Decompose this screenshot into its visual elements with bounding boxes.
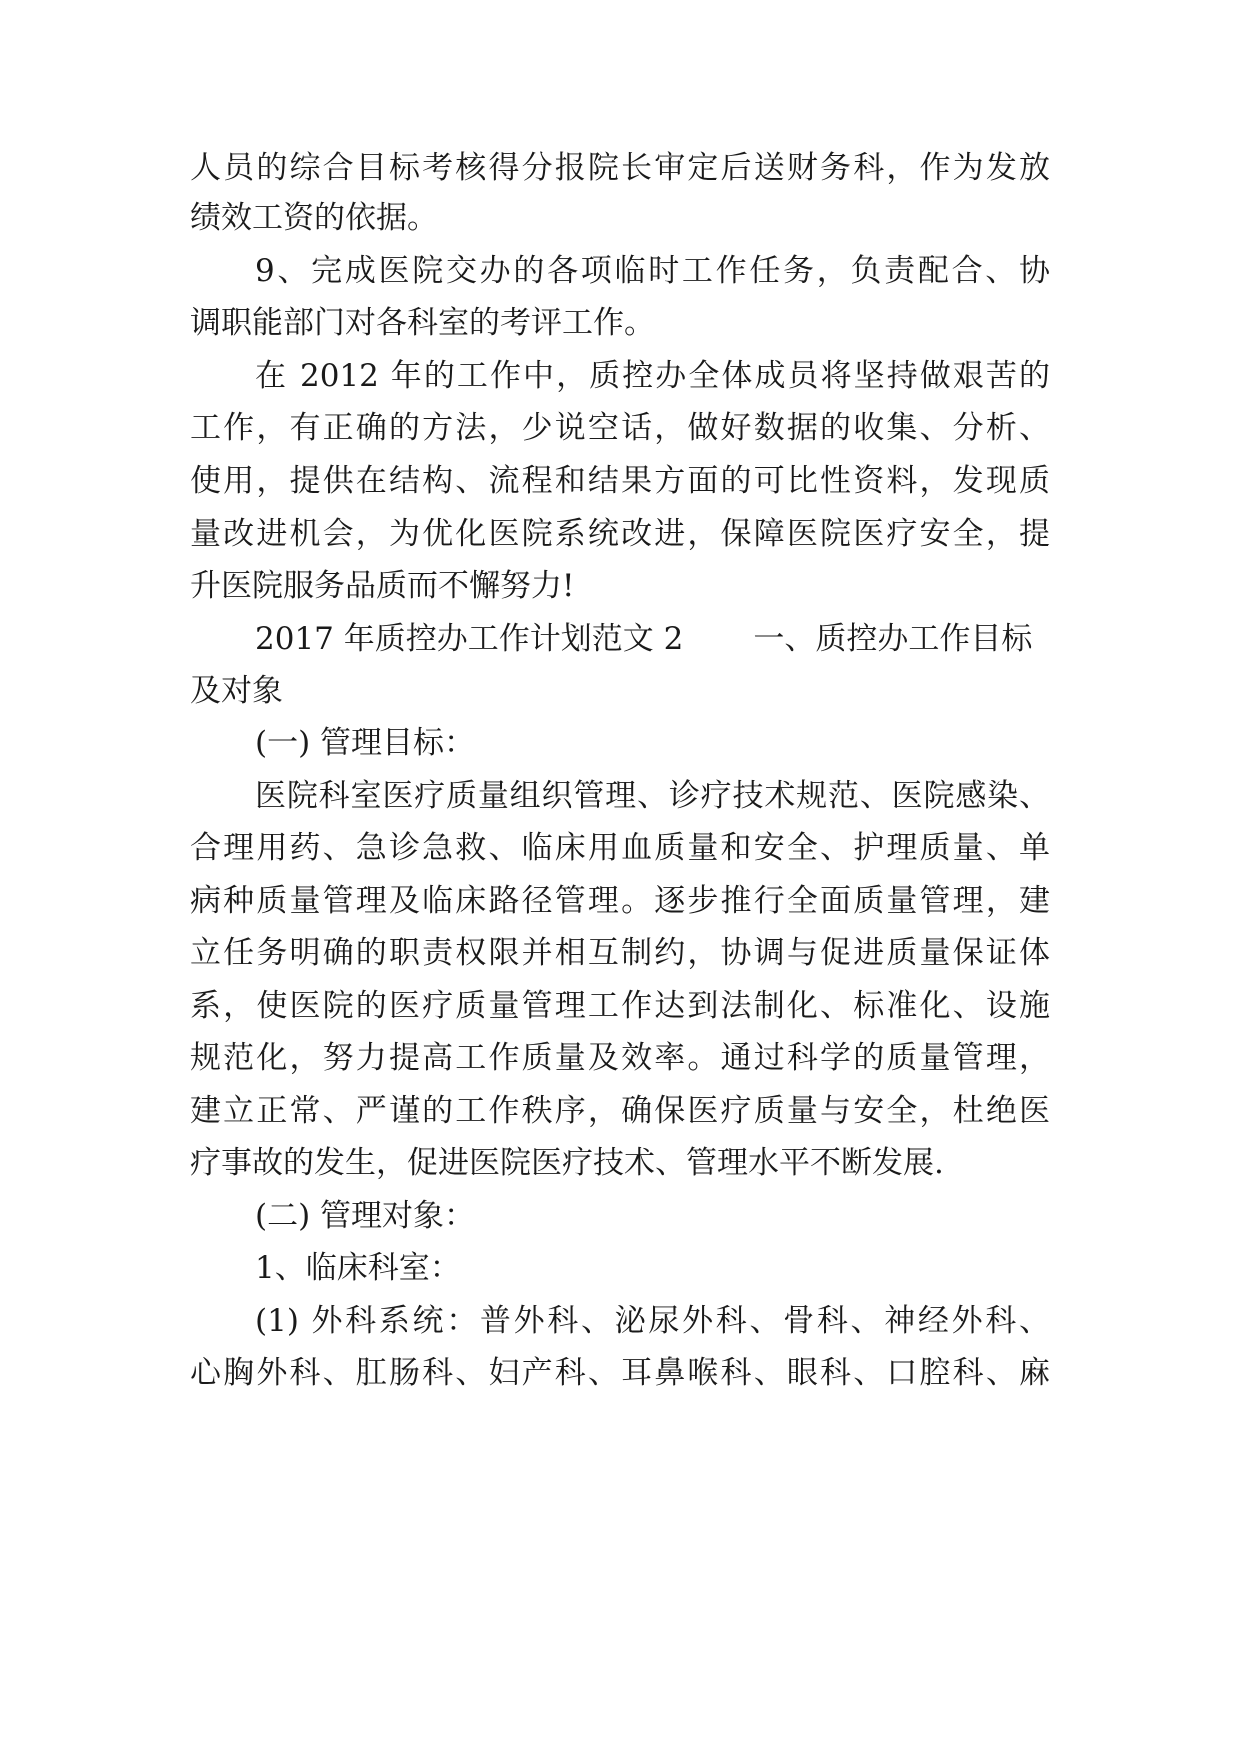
text-line: 量改进机会，为优化医院系统改进，保障医院医疗安全，提 — [190, 516, 1050, 552]
text-line: 病种质量管理及临床路径管理。逐步推行全面质量管理，建 — [190, 883, 1050, 919]
text-line: 工作，有正确的方法，少说空话，做好数据的收集、分析、 — [190, 410, 1050, 446]
subheading: (一) 管理目标： — [255, 725, 476, 761]
text-line: 在 2012 年的工作中，质控办全体成员将坚持做艰苦的 — [255, 358, 1050, 394]
text-line: 立任务明确的职责权限并相互制约，协调与促进质量保证体 — [190, 935, 1050, 971]
text-line: 医院科室医疗质量组织管理、诊疗技术规范、医院感染、 — [255, 778, 1050, 814]
text-line: 及对象 — [190, 673, 283, 709]
section-title: 2017 年质控办工作计划范文 2 — [255, 621, 684, 657]
section-subtitle: 一、质控办工作目标 — [753, 621, 1033, 657]
text-line: 人员的综合目标考核得分报院长审定后送财务科，作为发放 — [190, 150, 1050, 186]
text-line: 疗事故的发生，促进医院医疗技术、管理水平不断发展. — [190, 1145, 944, 1181]
text-line: 建立正常、严谨的工作秩序，确保医疗质量与安全，杜绝医 — [190, 1093, 1050, 1129]
text-line: 使用，提供在结构、流程和结果方面的可比性资料，发现质 — [190, 463, 1050, 499]
section-heading-line — [255, 619, 1050, 659]
text-line: (1) 外科系统：普外科、泌尿外科、骨科、神经外科、 — [255, 1303, 1050, 1339]
text-line: 调职能部门对各科室的考评工作。 — [190, 305, 655, 341]
text-line: 心胸外科、肛肠科、妇产科、耳鼻喉科、眼科、口腔科、麻 — [190, 1355, 1050, 1391]
text-line: 升医院服务品质而不懈努力! — [190, 568, 575, 604]
text-line: 合理用药、急诊急救、临床用血质量和安全、护理质量、单 — [190, 830, 1050, 866]
text-line: 系，使医院的医疗质量管理工作达到法制化、标准化、设施 — [190, 988, 1050, 1024]
text-line: 绩效工资的依据。 — [190, 200, 438, 236]
text-line: 1、临床科室： — [255, 1250, 461, 1286]
subheading: (二) 管理对象： — [255, 1198, 476, 1234]
text-line: 规范化，努力提高工作质量及效率。通过科学的质量管理， — [190, 1040, 1050, 1076]
text-line: 9、完成医院交办的各项临时工作任务，负责配合、协 — [255, 253, 1050, 289]
